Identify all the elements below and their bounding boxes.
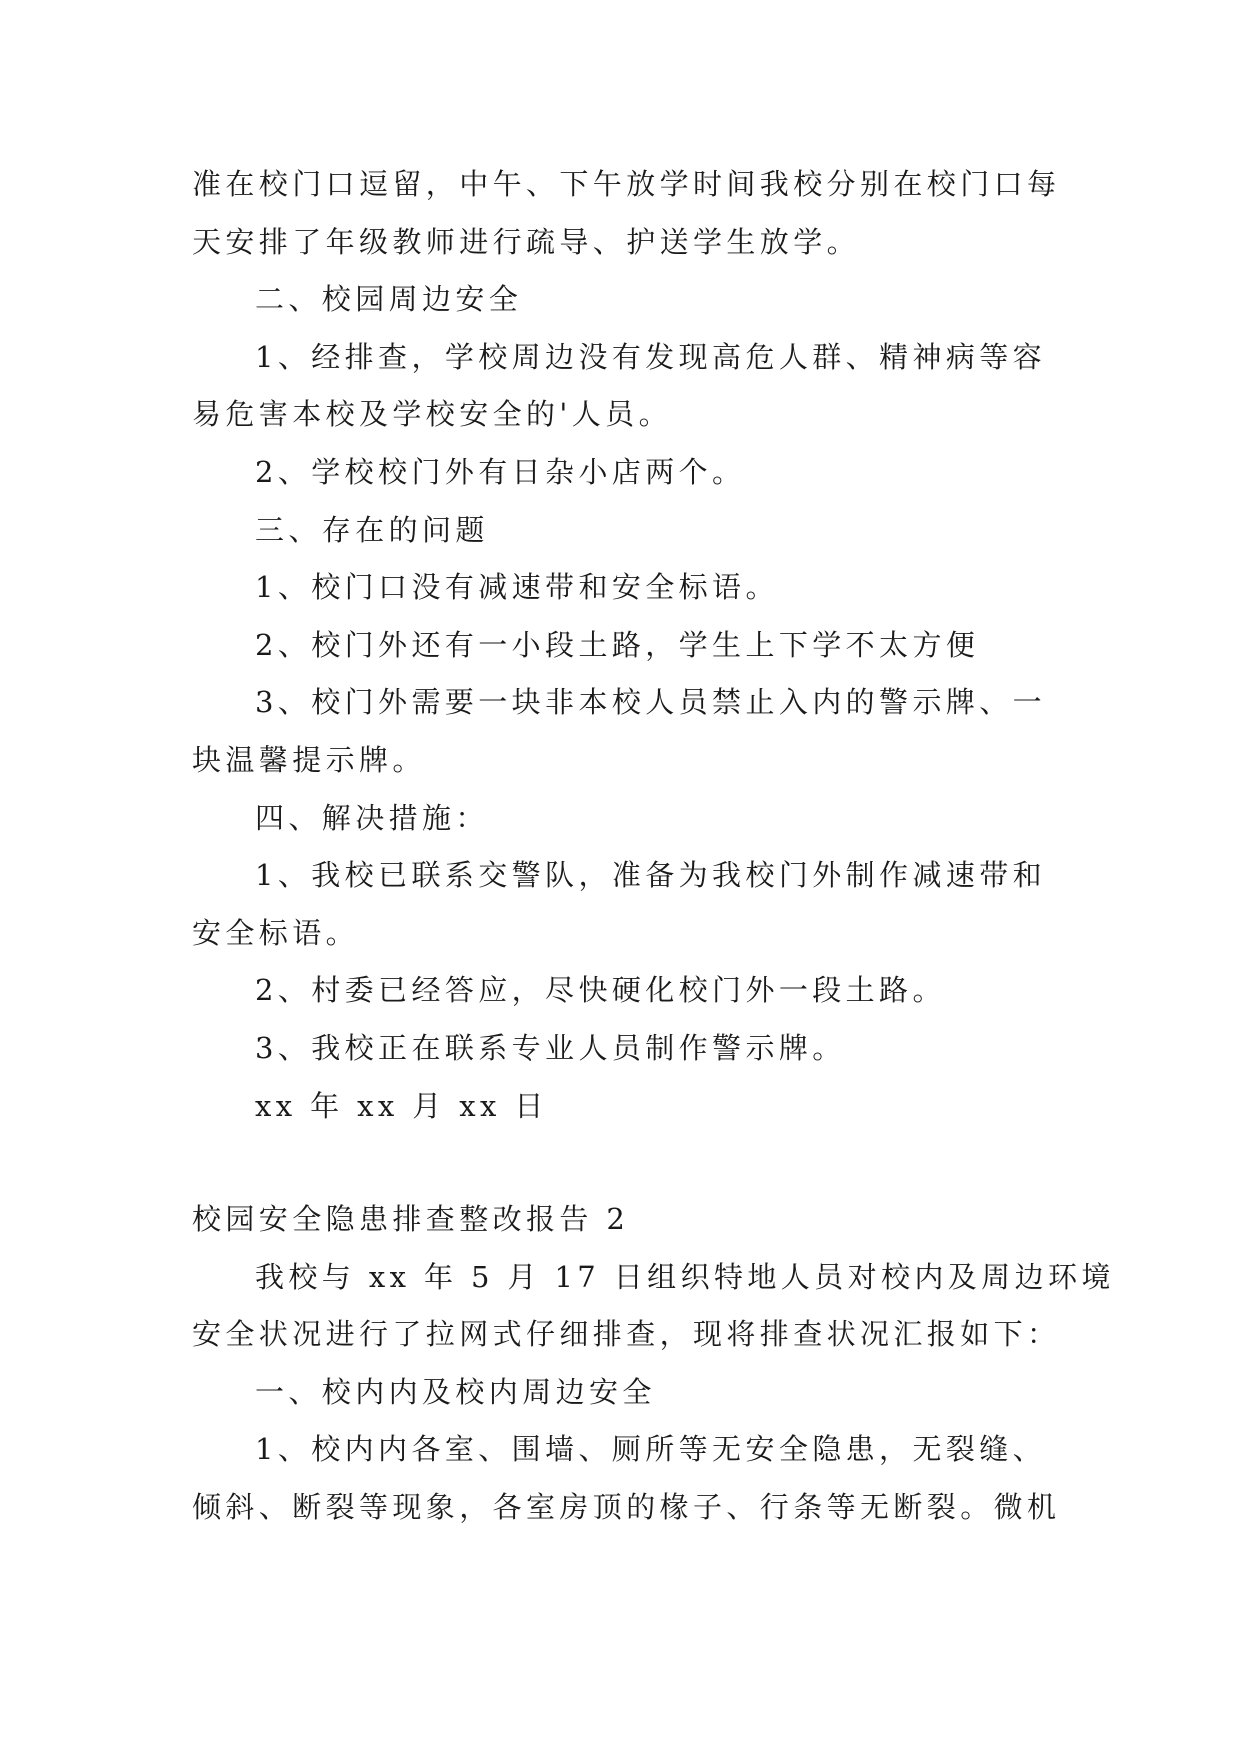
list-item: 3、我校正在联系专业人员制作警示牌。 xyxy=(255,1030,846,1065)
list-item: 1、校内内各室、围墙、厕所等无安全隐患，无裂缝、 xyxy=(255,1432,1047,1467)
list-item: 3、校门外需要一块非本校人员禁止入内的警示牌、一 xyxy=(255,685,1047,720)
section-heading: 三、存在的问题 xyxy=(255,512,489,547)
paragraph-line: 安全标语。 xyxy=(192,915,360,950)
paragraph-line: 块温馨提示牌。 xyxy=(192,742,426,777)
list-item: 2、村委已经答应，尽快硬化校门外一段土路。 xyxy=(255,973,946,1008)
list-item: 2、校门外还有一小段土路，学生上下学不太方便 xyxy=(255,627,980,662)
paragraph-line: 天安排了年级教师进行疏导、护送学生放学。 xyxy=(192,224,861,259)
paragraph-line: 安全状况进行了拉网式仔细排查，现将排查状况汇报如下： xyxy=(192,1317,1061,1352)
section-gap xyxy=(192,1135,1052,1191)
section-heading: 一、校内内及校内周边安全 xyxy=(255,1374,656,1409)
list-item: 1、我校已联系交警队，准备为我校门外制作减速带和 xyxy=(255,858,1047,893)
paragraph-line: 准在校门口逗留，中午、下午放学时间我校分别在校门口每 xyxy=(192,167,1061,201)
section-heading: 四、解决措施： xyxy=(255,800,489,835)
paragraph-line: 易危害本校及学校安全的'人员。 xyxy=(192,397,672,432)
document-page xyxy=(192,156,1115,1537)
section-heading: 二、校园周边安全 xyxy=(255,282,523,317)
list-item: 1、校门口没有减速带和安全标语。 xyxy=(255,570,779,605)
paragraph-line: 倾斜、断裂等现象，各室房顶的椽子、行条等无断裂。微机 xyxy=(192,1490,1061,1525)
date-line: xx 年 xx 月 xx 日 xyxy=(255,1088,548,1123)
list-item: 2、学校校门外有日杂小店两个。 xyxy=(255,454,746,489)
paragraph-line: 我校与 xx 年 5 月 17 日组织特地人员对校内及周边环境 xyxy=(255,1259,1115,1294)
list-item: 1、经排查，学校周边没有发现高危人群、精神病等容 xyxy=(255,339,1047,374)
report-title: 校园安全隐患排查整改报告 2 xyxy=(192,1202,630,1237)
